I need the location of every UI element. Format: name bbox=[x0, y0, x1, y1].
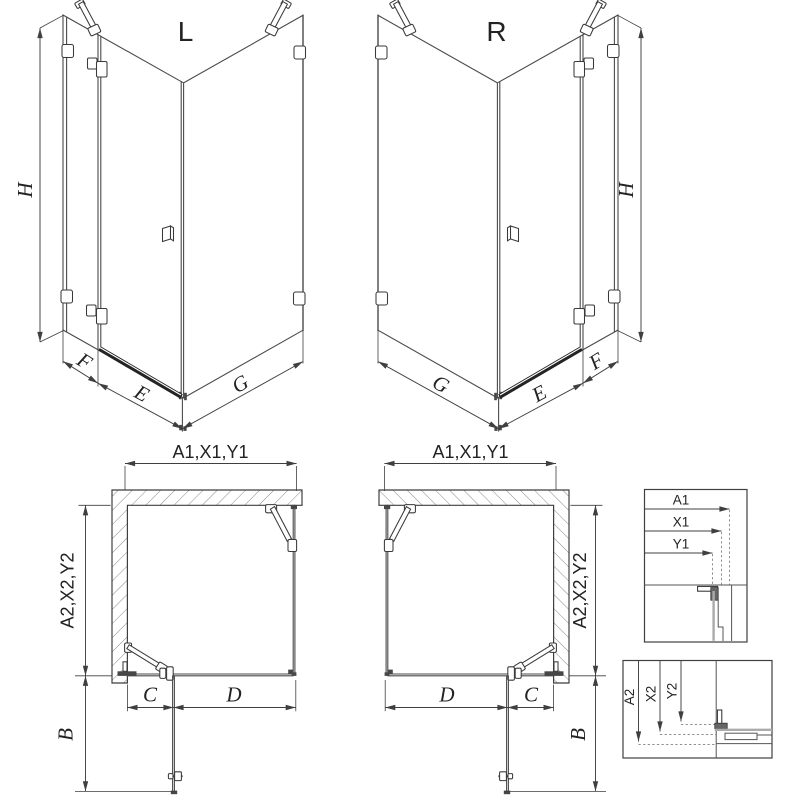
detail-box-depths bbox=[622, 661, 772, 759]
detail-width-a1: A1 bbox=[672, 492, 690, 508]
plan-left-dim-c: C bbox=[142, 682, 158, 707]
detail-width-y1: Y1 bbox=[672, 536, 690, 552]
plan-left-dim-top: A1,X1,Y1 bbox=[172, 441, 249, 462]
iso-right-dim-g: G bbox=[428, 369, 454, 399]
plan-left-dim-b: B bbox=[53, 728, 78, 741]
iso-left-dim-g: G bbox=[227, 369, 253, 399]
detail-depth-x2: X2 bbox=[643, 685, 659, 703]
plan-right-dim-b: B bbox=[566, 728, 590, 741]
iso-left-dim-f: F bbox=[72, 347, 97, 375]
plan-right-dim-d: D bbox=[439, 682, 455, 707]
iso-right-dim-h: H bbox=[614, 182, 638, 198]
iso-left-dim-h: H bbox=[13, 182, 37, 198]
plan-left-geometry bbox=[75, 464, 302, 795]
plan-left-dim-side: A2,X2,Y2 bbox=[57, 552, 78, 629]
detail-box-widths bbox=[645, 490, 748, 643]
plan-right-dim-side: A2,X2,Y2 bbox=[570, 552, 590, 629]
iso-left-title: L bbox=[177, 16, 194, 47]
iso-view-right bbox=[376, 0, 642, 431]
plan-view-right bbox=[379, 442, 606, 794]
plan-right-dim-top: A1,X1,Y1 bbox=[432, 441, 509, 462]
iso-right-dim-f: F bbox=[584, 347, 609, 375]
iso-left-dim-e: E bbox=[130, 379, 154, 407]
iso-right-dim-e: E bbox=[527, 379, 551, 407]
plan-right-dim-c: C bbox=[523, 682, 539, 707]
detail-width-x1: X1 bbox=[672, 514, 690, 530]
iso-right-title: R bbox=[486, 16, 507, 47]
detail-depth-y2: Y2 bbox=[664, 682, 680, 700]
iso-view-left bbox=[13, 0, 306, 431]
plan-view-left bbox=[54, 442, 303, 794]
plan-left-dim-d: D bbox=[226, 682, 242, 707]
detail-depth-a2: A2 bbox=[622, 688, 637, 706]
